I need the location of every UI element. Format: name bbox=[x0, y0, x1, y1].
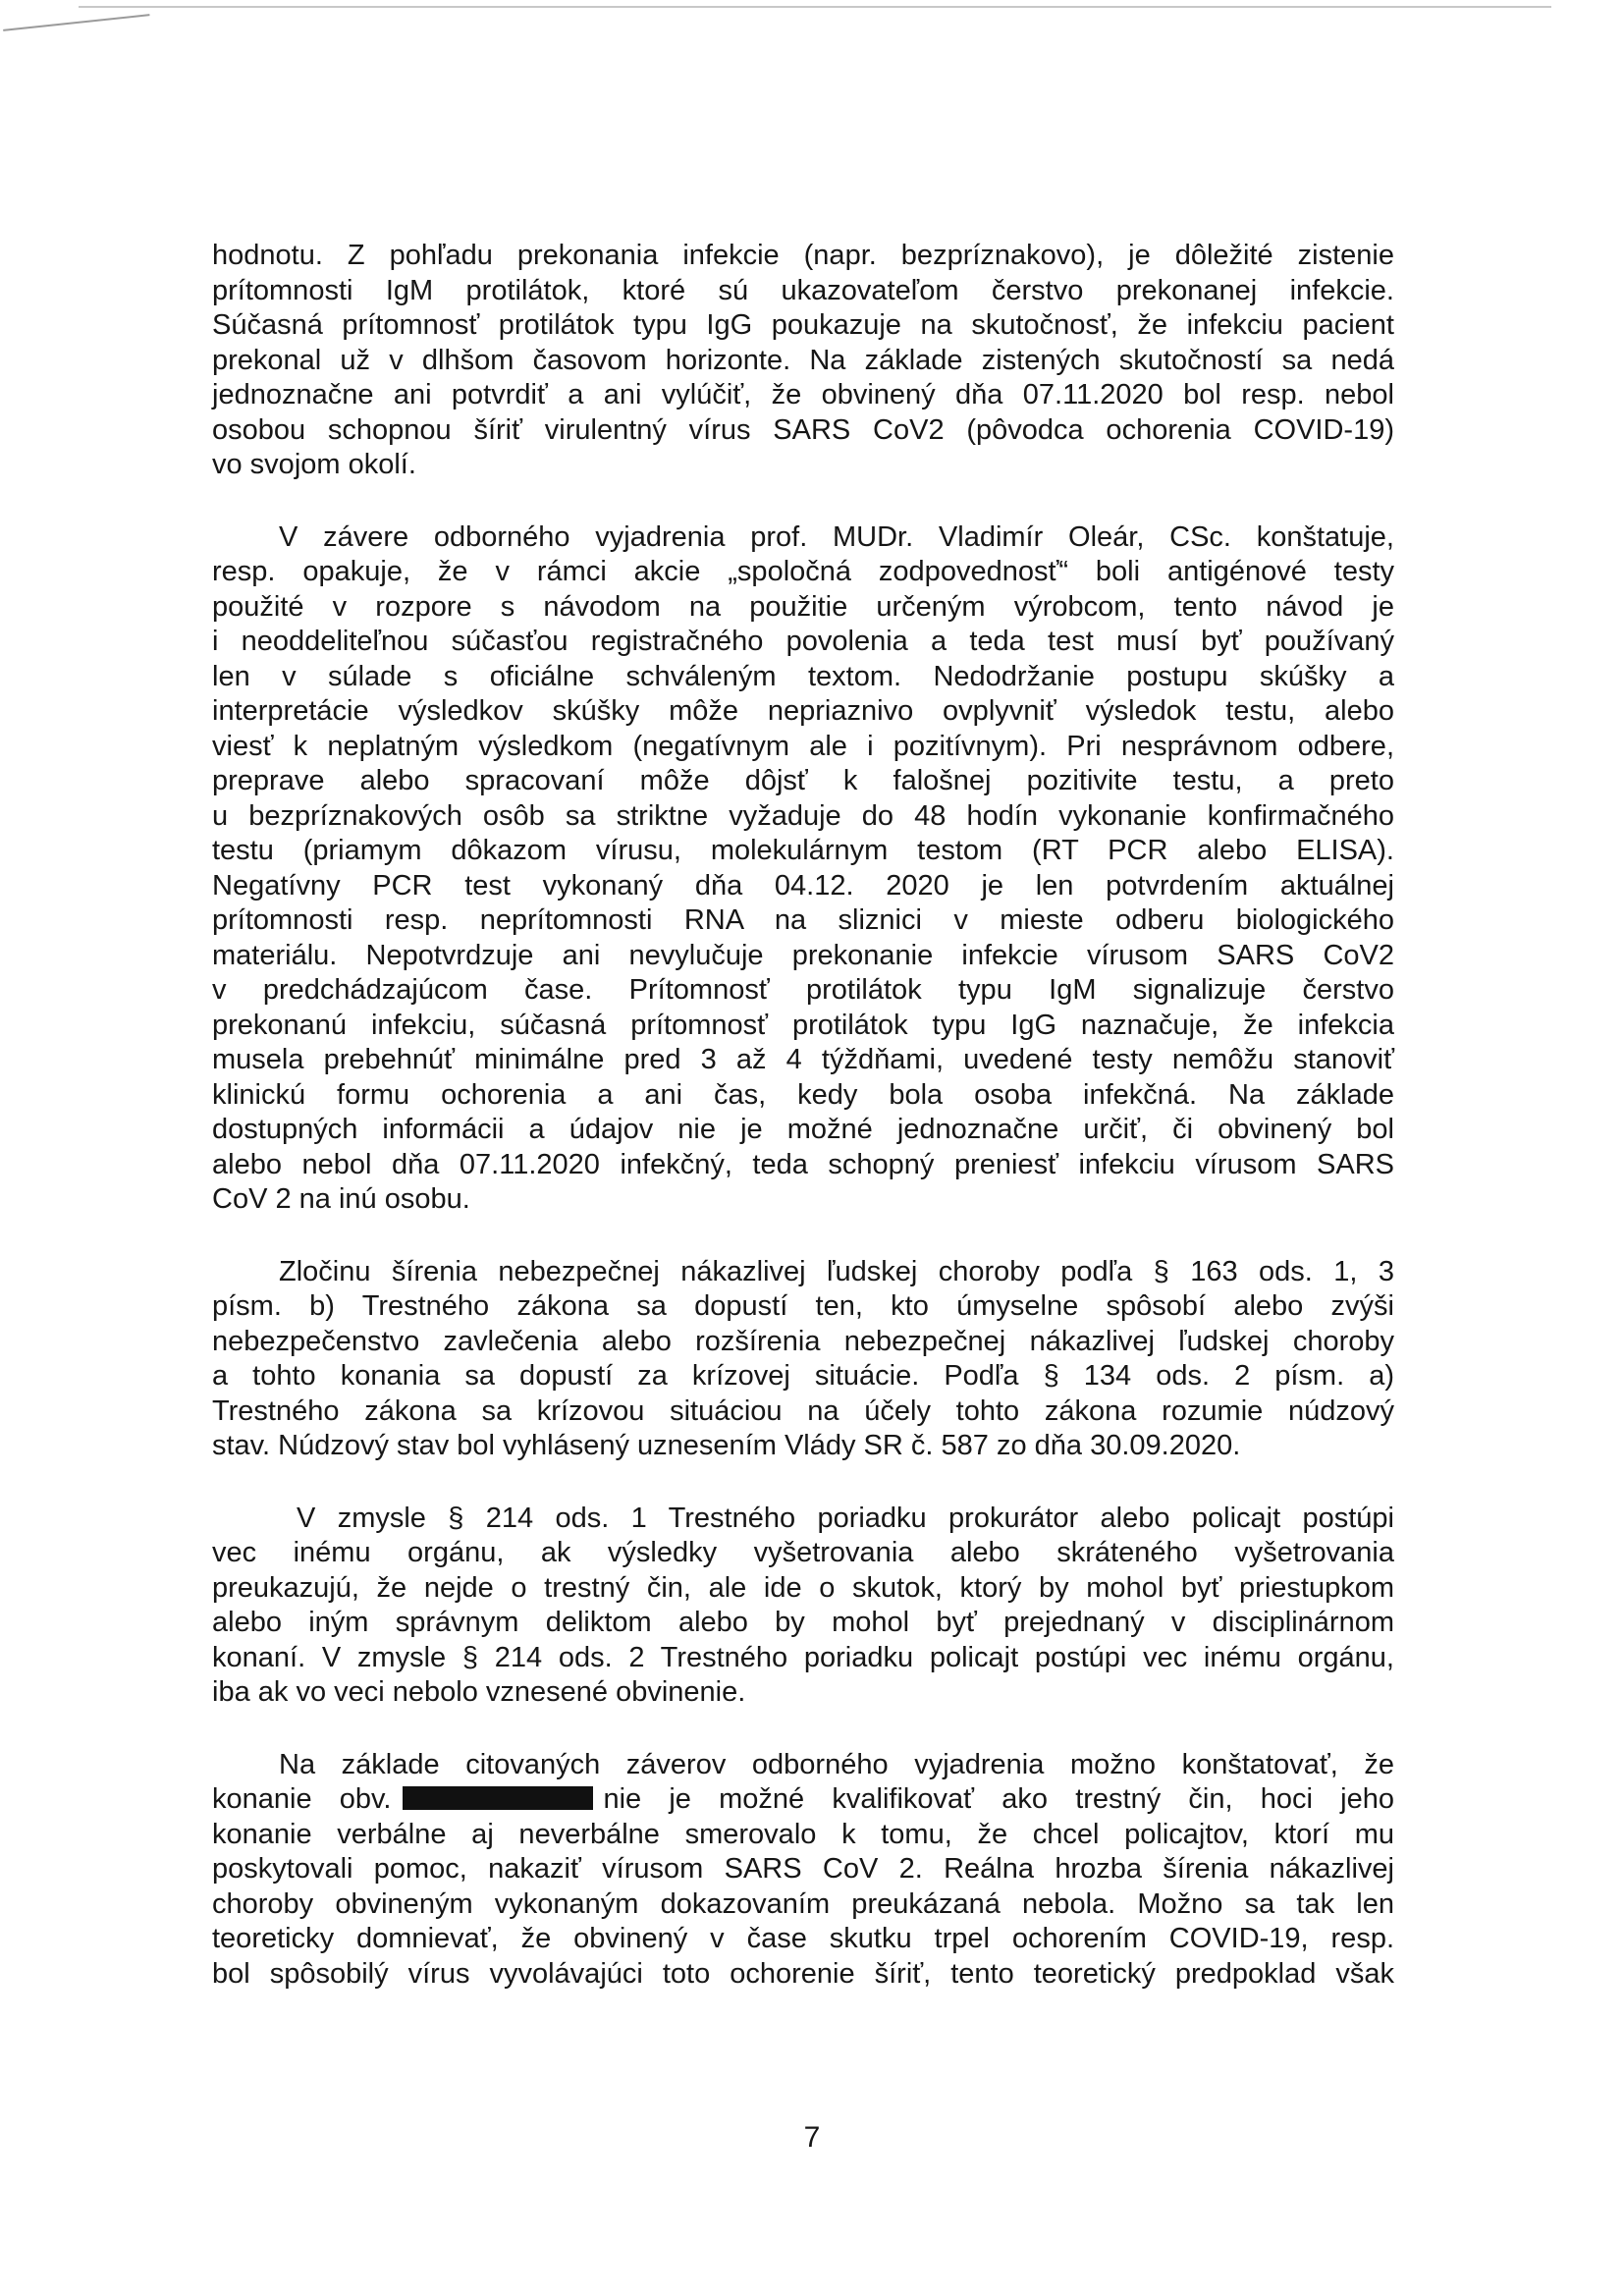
document-body bbox=[212, 239, 1394, 2029]
text-line: u bezpríznakových osôb sa striktne vyžaduje do 48 hodín vykonanie konfirmačného bbox=[212, 799, 1394, 832]
paragraph-5 bbox=[212, 1748, 1394, 1993]
text-line: V zmysle § 214 ods. 1 Trestného poriadku prokurátor alebo policajt postúpi bbox=[297, 1502, 1394, 1534]
text-line: Zločinu šírenia nebezpečnej nákazlivej ľudskej choroby podľa § 163 ods. 1, 3 bbox=[279, 1255, 1394, 1287]
redaction-bar bbox=[403, 1786, 593, 1810]
text-line: i neoddeliteľnou súčasťou registračného povolenia a teda test musí byť používaný bbox=[212, 626, 1394, 657]
text-line: nebezpečenstvo zavlečenia alebo rozšírenia nebezpečnej nákazlivej ľudskej choroby bbox=[212, 1325, 1394, 1357]
text-line: prekonanú infekciu, súčasná prítomnosť protilátok typu IgG naznačuje, že infekcia bbox=[212, 1009, 1394, 1041]
scan-edge-line bbox=[79, 6, 1551, 8]
text-line: CoV 2 na inú osobu. bbox=[212, 1183, 470, 1215]
text-line: prítomnosti IgM protilátok, ktoré sú ukazovateľom čerstvo prekonanej infekcie. bbox=[212, 274, 1394, 306]
paragraph-3 bbox=[212, 1255, 1394, 1464]
text-line: V závere odborného vyjadrenia prof. MUDr. Vladimír Oleár, CSc. konštatuje, bbox=[279, 520, 1394, 553]
scan-artifact bbox=[0, 0, 150, 31]
text-line: alebo nebol dňa 07.11.2020 infekčný, teda schopný preniesť infekciu vírusom SARS bbox=[212, 1148, 1394, 1180]
text-line: stav. Núdzový stav bol vyhlásený uznesením Vlády SR č. 587 zo dňa 30.09.2020. bbox=[212, 1430, 1241, 1461]
text-line: bol spôsobilý vírus vyvolávajúci toto ochorenie šíriť, tento teoretický predpoklad však bbox=[212, 1957, 1394, 1990]
paragraph-1 bbox=[212, 239, 1394, 483]
paragraph-2 bbox=[212, 520, 1394, 1218]
text-line: teoreticky domnievať, že obvinený v čase skutku trpel ochorením COVID-19, resp. bbox=[212, 1923, 1394, 1954]
text-line: Súčasná prítomnosť protilátok typu IgG poukazuje na skutočnosť, že infekciu pacient bbox=[212, 309, 1394, 341]
text-line: hodnotu. Z pohľadu prekonania infekcie (napr. bezpríznakovo), je dôležité zistenie bbox=[212, 240, 1394, 271]
text-line: prítomnosti resp. neprítomnosti RNA na sliznici v mieste odberu biologického bbox=[212, 904, 1394, 936]
text-line: testu (priamym dôkazom vírusu, molekulárnym testom (RT PCR alebo ELISA). bbox=[212, 835, 1394, 866]
text-line: konaní. V zmysle § 214 ods. 2 Trestného poriadku policajt postúpi vec inému orgánu, bbox=[212, 1641, 1394, 1673]
text-fragment: konanie obv. bbox=[212, 1783, 392, 1815]
text-line: musela prebehnúť minimálne pred 3 až 4 týždňami, uvedené testy nemôžu stanoviť bbox=[212, 1044, 1394, 1075]
text-line: klinickú formu ochorenia a ani čas, kedy bola osoba infekčná. Na základe bbox=[212, 1078, 1394, 1111]
text-line: písm. b) Trestného zákona sa dopustí ten, kto úmyselne spôsobí alebo zvýši bbox=[212, 1290, 1394, 1322]
text-line: použité v rozpore s návodom na použitie určeným výrobcom, tento návod je bbox=[212, 590, 1394, 623]
text-line: preprave alebo spracovaní môže dôjsť k falošnej pozitivite testu, a preto bbox=[212, 765, 1394, 796]
text-line: prekonal už v dlhšom časovom horizonte. Na základe zistených skutočností sa nedá bbox=[212, 344, 1394, 376]
text-line: konanie verbálne aj neverbálne smerovalo k tomu, že chcel policajtov, ktorí mu bbox=[212, 1818, 1394, 1850]
text-line: interpretácie výsledkov skúšky môže nepriaznivo ovplyvniť výsledok testu, alebo bbox=[212, 695, 1394, 727]
text-line: len v súlade s oficiálne schváleným textom. Nedodržanie postupu skúšky a bbox=[212, 660, 1394, 692]
page-number: 7 bbox=[803, 2121, 821, 2154]
text-line: v predchádzajúcom čase. Prítomnosť protilátok typu IgM signalizuje čerstvo bbox=[212, 974, 1394, 1006]
text-line: alebo iným správnym deliktom alebo by mohol byť prejednaný v disciplinárnom bbox=[212, 1607, 1394, 1638]
text-line: resp. opakuje, že v rámci akcie „spoločná zodpovednosť“ boli antigénové testy bbox=[212, 556, 1394, 587]
text-line: poskytovali pomoc, nakaziť vírusom SARS CoV 2. Reálna hrozba šírenia nákazlivej bbox=[212, 1853, 1394, 1885]
text-line: a tohto konania sa dopustí za krízovej situácie. Podľa § 134 ods. 2 písm. a) bbox=[212, 1360, 1394, 1392]
text-line: choroby obvineným vykonaným dokazovaním preukázaná nebola. Možno sa tak len bbox=[212, 1887, 1394, 1920]
text-line: vo svojom okolí. bbox=[212, 449, 416, 480]
text-line: Negatívny PCR test vykonaný dňa 04.12. 2020 je len potvrdením aktuálnej bbox=[212, 869, 1394, 902]
text-line: materiálu. Nepotvrdzuje ani nevylučuje prekonanie infekcie vírusom SARS CoV2 bbox=[212, 939, 1394, 971]
text-line: jednoznačne ani potvrdiť a ani vylúčiť, že obvinený dňa 07.11.2020 bol resp. nebol bbox=[212, 379, 1394, 410]
text-fragment: nie je možné kvalifikovať ako trestný čin, hoci jeho bbox=[603, 1783, 1394, 1815]
text-line: Trestného zákona sa krízovou situáciou na účely tohto zákona rozumie núdzový bbox=[212, 1394, 1394, 1427]
text-line-redacted bbox=[212, 1782, 1394, 1818]
text-line: iba ak vo veci nebolo vznesené obvinenie. bbox=[212, 1676, 746, 1708]
text-line: vec inému orgánu, ak výsledky vyšetrovania alebo skráteného vyšetrovania bbox=[212, 1537, 1394, 1568]
text-line: osobou schopnou šíriť virulentný vírus SARS CoV2 (pôvodca ochorenia COVID-19) bbox=[212, 413, 1394, 446]
text-line: viesť k neplatným výsledkom (negatívnym ale i pozitívnym). Pri nesprávnom odbere, bbox=[212, 730, 1394, 762]
paragraph-4 bbox=[212, 1502, 1394, 1711]
text-line: preukazujú, že nejde o trestný čin, ale ide o skutok, ktorý by mohol byť priestupkom bbox=[212, 1571, 1394, 1604]
text-line: Na základe citovaných záverov odborného vyjadrenia možno konštatovať, že bbox=[279, 1748, 1394, 1780]
text-line: dostupných informácii a údajov nie je možné jednoznačne určiť, či obvinený bol bbox=[212, 1114, 1394, 1145]
